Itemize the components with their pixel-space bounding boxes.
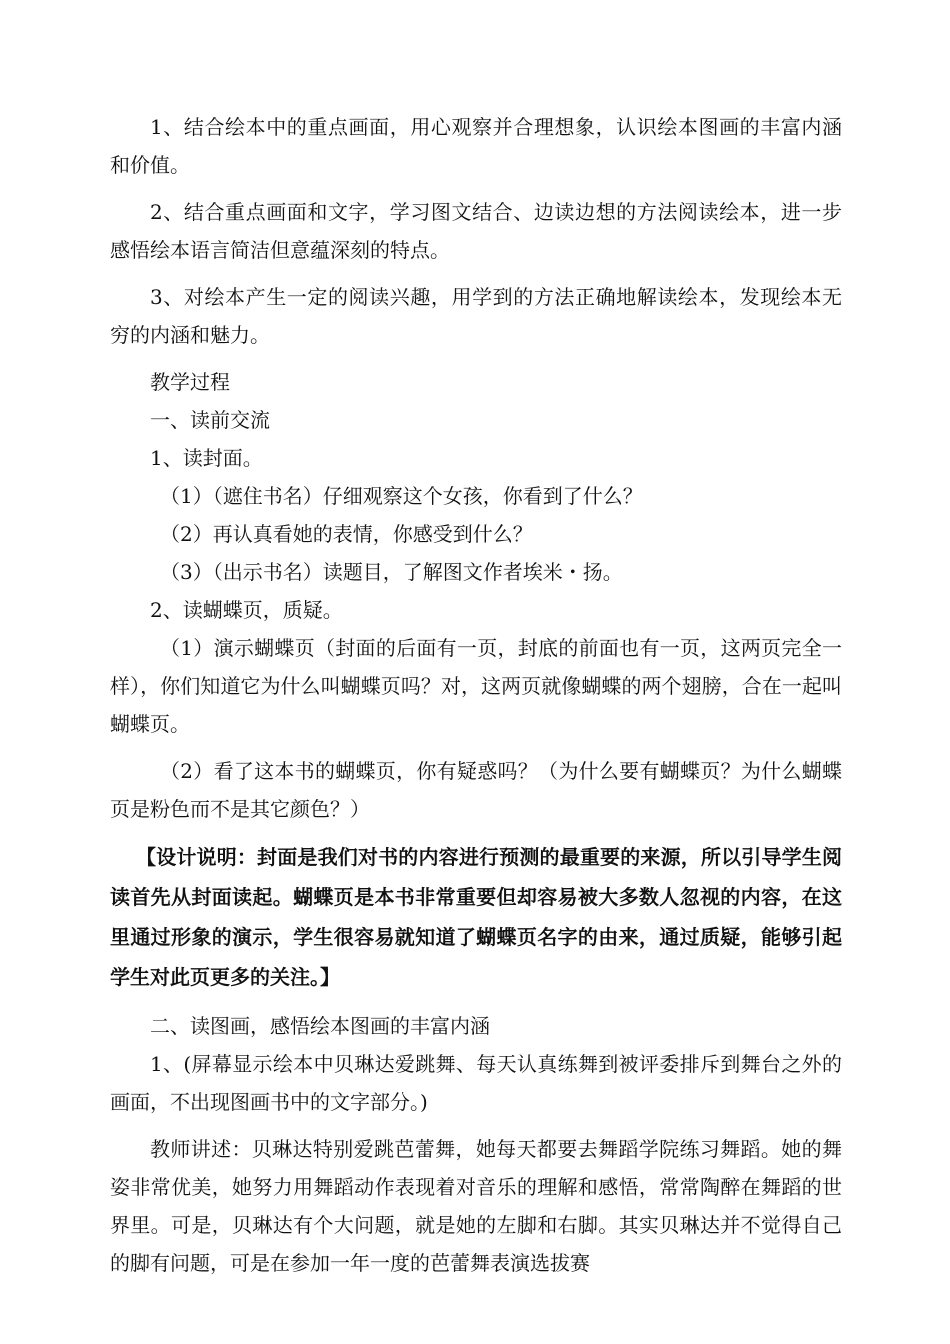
heading-section-2: 二、读图画，感悟绘本图画的丰富内涵 bbox=[150, 1014, 490, 1038]
objective-3: 3、对绘本产生一定的阅读兴趣，用学到的方法正确地解读绘本，发现绘本无穷的内涵和魅力。 bbox=[110, 285, 842, 347]
document-page bbox=[110, 108, 842, 1291]
design-note: 【设计说明：封面是我们对书的内容进行预测的最重要的来源，所以引导学生阅读首先从封面读起。蝴蝶页是本书非常重要但却容易被大多数人忽视的内容，在这里通过形象的演示，学生很容易就知道了蝴蝶页名字的由来，通过质疑，能够引起学生对此页更多的关注。】 bbox=[110, 845, 842, 989]
objective-1: 1、结合绘本中的重点画面，用心观察并合理想象，认识绘本图画的丰富内涵和价值。 bbox=[110, 115, 842, 177]
objective-2: 2、结合重点画面和文字，学习图文结合、边读边想的方法阅读绘本，进一步感悟绘本语言简洁但意蕴深刻的特点。 bbox=[110, 200, 842, 262]
step-screen-display: 1、(屏幕显示绘本中贝琳达爱跳舞、每天认真练舞到被评委排斥到舞台之外的画面，不出现图画书中的文字部分。) bbox=[110, 1052, 842, 1114]
teacher-narration: 教师讲述：贝琳达特别爱跳芭蕾舞，她每天都要去舞蹈学院练习舞蹈。她的舞姿非常优美，她努力用舞蹈动作表现着对音乐的理解和感悟，常常陶醉在舞蹈的世界里。可是，贝琳达有个大问题，就是她的左脚和右脚。其实贝琳达并不觉得自己的脚有问题，可是在参加一年一度的芭蕾舞表演选拔赛 bbox=[110, 1137, 842, 1275]
step-cover-3: （3）（出示书名）读题目，了解图文作者埃米・扬。 bbox=[160, 560, 623, 584]
step-read-cover: 1、读封面。 bbox=[150, 446, 263, 470]
heading-section-1: 一、读前交流 bbox=[150, 408, 270, 432]
step-cover-2: （2）再认真看她的表情，你感受到什么？ bbox=[160, 522, 533, 546]
step-cover-1: （1）（遮住书名）仔细观察这个女孩，你看到了什么？ bbox=[160, 484, 643, 508]
step-butterfly-2: （2）看了这本书的蝴蝶页，你有疑惑吗？（为什么要有蝴蝶页？为什么蝴蝶页是粉色而不是其它颜色？） bbox=[110, 759, 842, 821]
step-butterfly-1: （1）演示蝴蝶页（封面的后面有一页，封底的前面也有一页，这两页完全一样），你们知道它为什么叫蝴蝶页吗？对，这两页就像蝴蝶的两个翅膀，合在一起叫蝴蝶页。 bbox=[110, 636, 842, 736]
step-read-butterfly-page: 2、读蝴蝶页，质疑。 bbox=[150, 598, 343, 622]
heading-teaching-process: 教学过程 bbox=[150, 370, 230, 394]
